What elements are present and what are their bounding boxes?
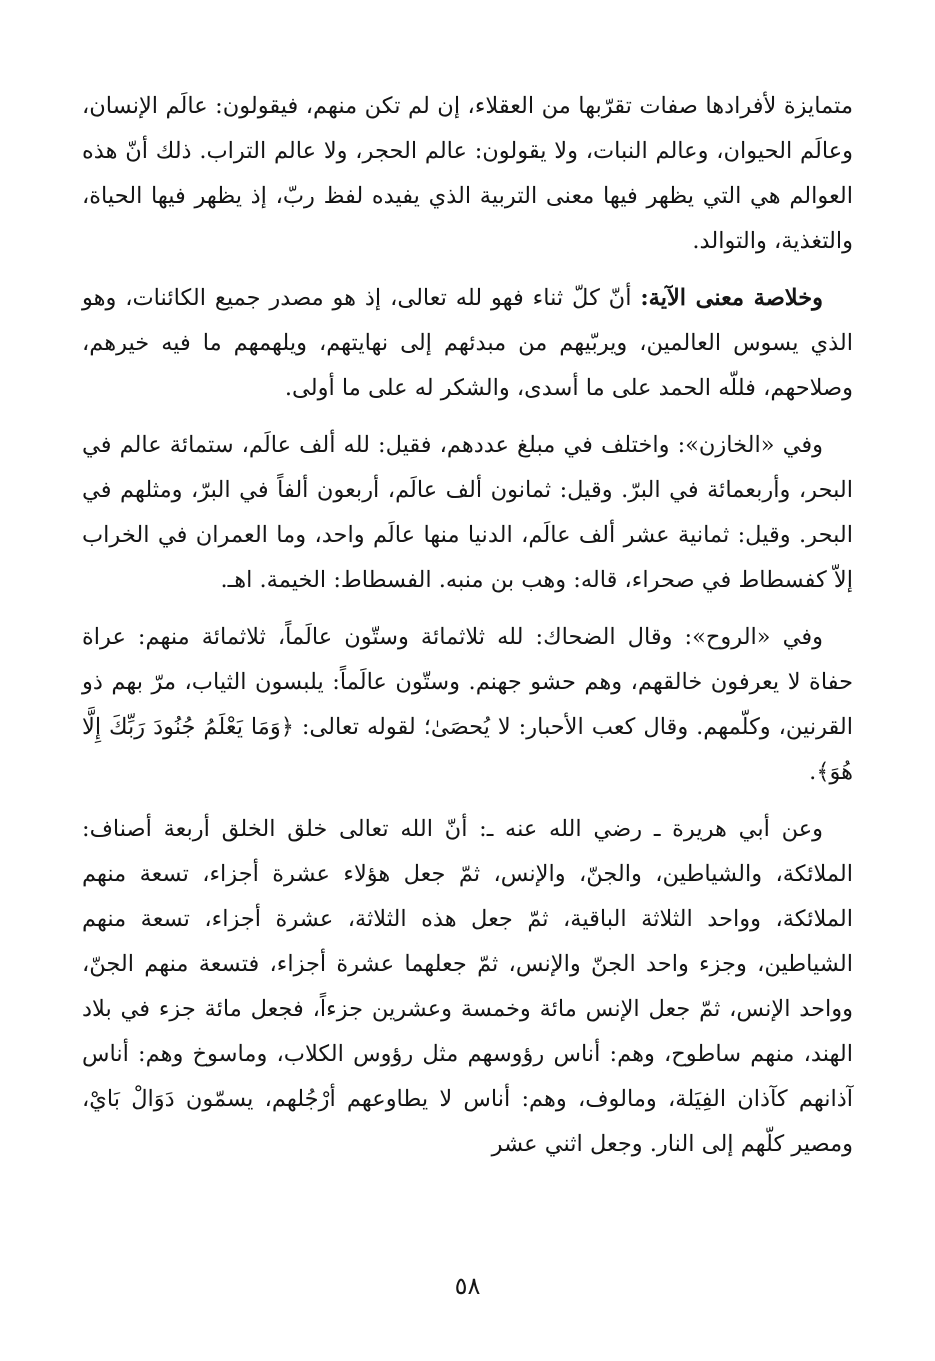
page-body xyxy=(82,84,853,1167)
paragraph-4 xyxy=(82,615,853,795)
paragraph-4-text: وفي «الروح»: وقال الضحاك: لله ثلاثمائة وستّون عالَماً، ثلاثمائة منهم: عراة حفاة لا يعرفون خالقهم، وهم حشو جهنم. وستّون عالَماً: يلبسون الثياب، مرّ بهم ذو القرنين، وكلّمهم. وقال كعب الأحبار: لا يُحصَىٰ؛ لقوله تعالى: xyxy=(82,624,853,740)
quran-verse: ﴿وَمَا يَعْلَمُ جُنُودَ رَبِّكَ إِلَّا هُوَ﴾ xyxy=(82,714,853,785)
page-number: ٥٨ xyxy=(454,1272,481,1300)
paragraph-2 xyxy=(82,276,853,411)
paragraph-4-tail: . xyxy=(809,759,817,785)
paragraph-5 xyxy=(82,807,853,1167)
paragraph-3-text: وفي «الخازن»: واختلف في مبلغ عددهم، فقيل: لله ألف عالَم، ستمائة عالم في البحر، وأربعمائة في البرّ. وقيل: ثمانون ألف عالَم، أربعون ألفاً في البرّ، ومثلهم في البحر. وقيل: ثمانية عشر ألف عالَم، الدنيا منها عالَم واحد، وما العمران في الخراب إلاّ كفسطاط في صحراء، قاله: وهب بن منبه. الفسطاط: الخيمة. اهـ. xyxy=(82,432,853,593)
paragraph-2-text: أنّ كلّ ثناء فهو لله تعالى، إذ هو مصدر جميع الكائنات، وهو الذي يسوس العالمين، ويربّيهم من مبدئهم إلى نهايتهم، ويلهمهم ما فيه خيرهم، وصلاحهم، فللّه الحمد على ما أسدى، والشكر له على ما أولى. xyxy=(82,285,853,401)
paragraph-2-lead: وخلاصة معنى الآية: xyxy=(640,285,824,311)
paragraph-5-text: وعن أبي هريرة ـ رضي الله عنه ـ: أنّ الله تعالى خلق الخلق أربعة أصناف: الملائكة، والشياطين، والجنّ، والإنس، ثمّ جعل هؤلاء عشرة أجزاء، تسعة منهم الملائكة، وواحد الثلاثة الباقية، ثمّ جعل هذه الثلاثة، عشرة أجزاء، تسعة منهم الشياطين، وجزء واحد الجنّ والإنس، ثمّ جعلهما عشرة أجزاء، فتسعة منهم الجنّ، وواحد الإنس، ثمّ جعل الإنس مائة وخمسة وعشرين جزءاً، فجعل مائة جزء في بلاد الهند، منهم ساطوح، وهم: أناس رؤوسهم مثل رؤوس الكلاب، وماسوخ وهم: أناس آذانهم كآذان الفِيَلة، ومالوف، وهم: أناس لا يطاوعهم أرْجُلهم، يسمّون دَوَالْ بَايْ، ومصير كلّهم إلى النار. وجعل اثني عشر xyxy=(82,816,853,1157)
paragraph-1 xyxy=(82,84,853,264)
paragraph-3 xyxy=(82,423,853,603)
paragraph-1-text: متمايزة لأفرادها صفات تقرّبها من العقلاء، إن لم تكن منهم، فيقولون: عالَم الإنسان، وعالَم الحيوان، وعالم النبات، ولا يقولون: عالم الحجر، ولا عالم التراب. ذلك أنّ هذه العوالم هي التي يظهر فيها معنى التربية الذي يفيده لفظ ربّ، إذ يظهر فيها الحياة، والتغذية، والتوالد. xyxy=(82,93,853,254)
